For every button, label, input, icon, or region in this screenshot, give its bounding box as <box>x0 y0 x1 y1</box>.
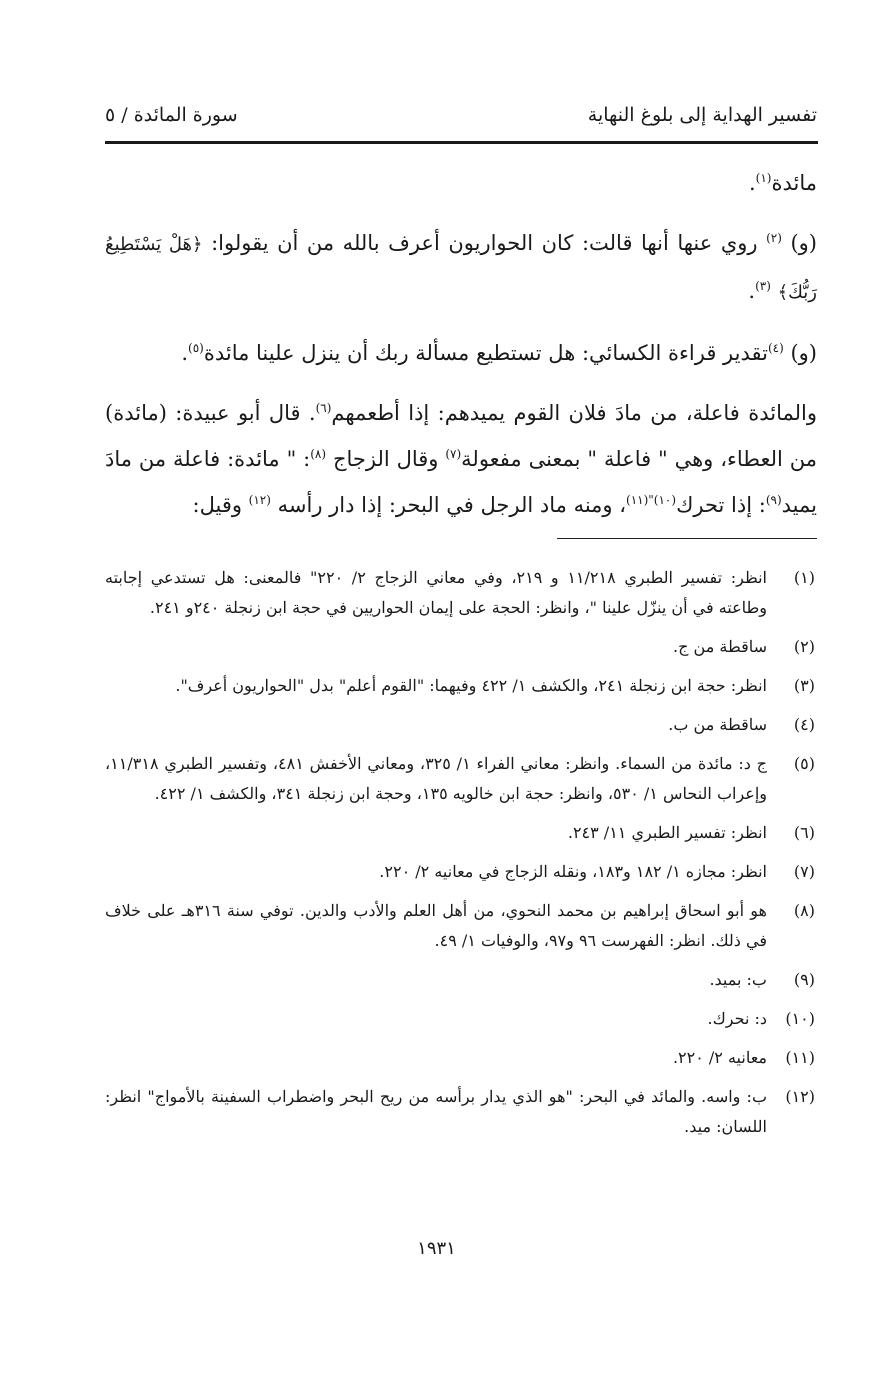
footnote-item <box>105 749 817 809</box>
footnote-number: (١٢) <box>785 1087 815 1106</box>
footnote-text: ب: واسه. والمائد في البحر: "هو الذي يدار برأسه من ريح البحر واضطراب السفينة بالأمواج" انظر: اللسان: ميد. <box>105 1087 768 1136</box>
footnotes <box>105 563 817 1151</box>
footnote-text: انظر: مجازه ١/ ١٨٢ و١٨٣، ونقله الزجاج في معانيه ٢/ ٢٢٠. <box>379 862 767 881</box>
text-run: روي عنها أنها قالت: كان الحواريون أعرف بالله من أن يقولوا: <box>211 231 767 255</box>
footnote-item <box>105 1043 817 1073</box>
quran-quote: ﴿هَلْ يَسْتَطِيعُ رَبُّكَ﴾ <box>105 234 817 303</box>
main-text <box>105 160 817 528</box>
text-run: وقال الزجاج <box>332 447 446 471</box>
footnote-number: (٢) <box>793 637 815 656</box>
paragraph-2 <box>105 220 817 316</box>
running-header <box>105 100 817 140</box>
footnote-text: انظر: حجة ابن زنجلة ٢٤١، والكشف ١/ ٤٢٢ وفيهما: "القوم أعلم" بدل "الحواريون أعرف". <box>175 676 767 695</box>
footnote-text: انظر: تفسير الطبري ١١/ ٢٤٣. <box>567 823 767 842</box>
page-number: ١٩٣١ <box>417 1238 456 1259</box>
footnote-item <box>105 1082 817 1142</box>
footnote-number: (٣) <box>793 676 815 695</box>
footnote-text: ساقطة من ب. <box>668 715 767 734</box>
footnote-item <box>105 857 817 887</box>
footnote-number: (٥) <box>793 754 815 773</box>
text-run: . قال أبو عبيدة: (مائدة) من العطاء، وهي " فاعلة " بمعنى مفعولة <box>105 401 817 471</box>
text-run: تقدير قراءة الكسائي: هل تستطيع مسألة ربك أن ينزل علينا مائدة <box>203 341 768 365</box>
header-rule <box>105 141 818 144</box>
footnote-ref: (١٢) <box>248 493 271 507</box>
paragraph-1 <box>105 160 817 206</box>
footnote-item <box>105 632 817 662</box>
footnote-text: ساقطة من ج. <box>673 637 767 656</box>
surah-reference: سورة المائدة / ٥ <box>105 104 238 126</box>
footnote-text: ب: بميد. <box>709 970 767 989</box>
footnote-text: د: نحرك. <box>707 1009 767 1028</box>
footnote-number: (١٠) <box>785 1009 815 1028</box>
footnote-item <box>105 1004 817 1034</box>
footnote-item <box>105 965 817 995</box>
footnote-ref: (١) <box>755 171 772 185</box>
footnote-rule <box>557 538 817 539</box>
text-run: مائدة <box>771 171 817 195</box>
paragraph-3 <box>105 330 817 376</box>
footnote-ref: (١٠)"(١١) <box>626 493 677 507</box>
footnote-item <box>105 896 817 956</box>
text-run: ، ومنه ماد الرجل في البحر: إذا دار رأسه <box>277 493 627 517</box>
footnote-item <box>105 671 817 701</box>
text-run: والمائدة فاعلة، من مادَ فلان القوم يميدهم: إذا أطعمهم <box>331 401 817 425</box>
footnote-number: (٦) <box>793 823 815 842</box>
footnote-ref: (٤) <box>767 341 784 355</box>
footnote-ref: (٨) <box>310 447 327 461</box>
text-run: (و) <box>790 341 817 365</box>
footnote-text: انظر: تفسير الطبري ١١/٢١٨ و ٢١٩، وفي معاني الزجاج ٢/ ٢٢٠" فالمعنى: هل تستدعي إجابته وطاعته في أن ينزّل علينا "، وانظر: الحجة على إيمان الحواريين في حجة ابن زنجلة ٢٤٠و ٢٤١. <box>105 568 767 617</box>
text-run: . <box>748 279 756 303</box>
footnote-number: (٤) <box>793 715 815 734</box>
text-run: (و) <box>790 231 817 255</box>
footnote-item <box>105 818 817 848</box>
footnote-number: (٧) <box>793 862 815 881</box>
footnote-text: معانيه ٢/ ٢٢٠. <box>672 1048 767 1067</box>
book-title: تفسير الهداية إلى بلوغ النهاية <box>587 104 817 126</box>
footnote-number: (١١) <box>785 1048 815 1067</box>
text-run: . <box>181 341 189 365</box>
footnote-item <box>105 710 817 740</box>
footnote-text: هو أبو اسحاق إبراهيم بن محمد النحوي، من أهل العلم والأدب والدين. توفي سنة ٣١٦هـ على خلاف في ذلك. انظر: الفهرست ٩٦ و٩٧، والوفيات ١/ ٤٩. <box>105 901 767 950</box>
text-run: : " مائدة: فاعلة من مادَ يميد <box>105 447 817 517</box>
footnote-item <box>105 563 817 623</box>
text-run: . <box>748 171 756 195</box>
footnote-number: (١) <box>793 568 815 587</box>
footnote-text: ج د: مائدة من السماء. وانظر: معاني الفراء ١/ ٣٢٥، ومعاني الأخفش ٤٨١، وتفسير الطبري ١١/٣١٨، وإعراب النحاس ١/ ٥٣٠، وانظر: حجة ابن خالويه ١٣٥، وحجة ابن زنجلة ٣٤١، والكشف ١/ ٤٢٢. <box>105 754 768 803</box>
footnote-ref: (٢) <box>766 231 782 245</box>
text-run: : إذا تحرك <box>676 493 766 517</box>
footnote-number: (٨) <box>793 901 815 920</box>
text-run: وقيل: <box>192 493 249 517</box>
footnote-ref: (٥) <box>188 341 204 355</box>
footnote-ref: (٣) <box>755 279 771 293</box>
footnote-ref: (٩) <box>765 493 782 507</box>
footnote-number: (٩) <box>793 970 815 989</box>
footnote-ref: (٦) <box>315 401 332 415</box>
footnote-ref: (٧) <box>445 447 462 461</box>
paragraph-4 <box>105 390 817 528</box>
